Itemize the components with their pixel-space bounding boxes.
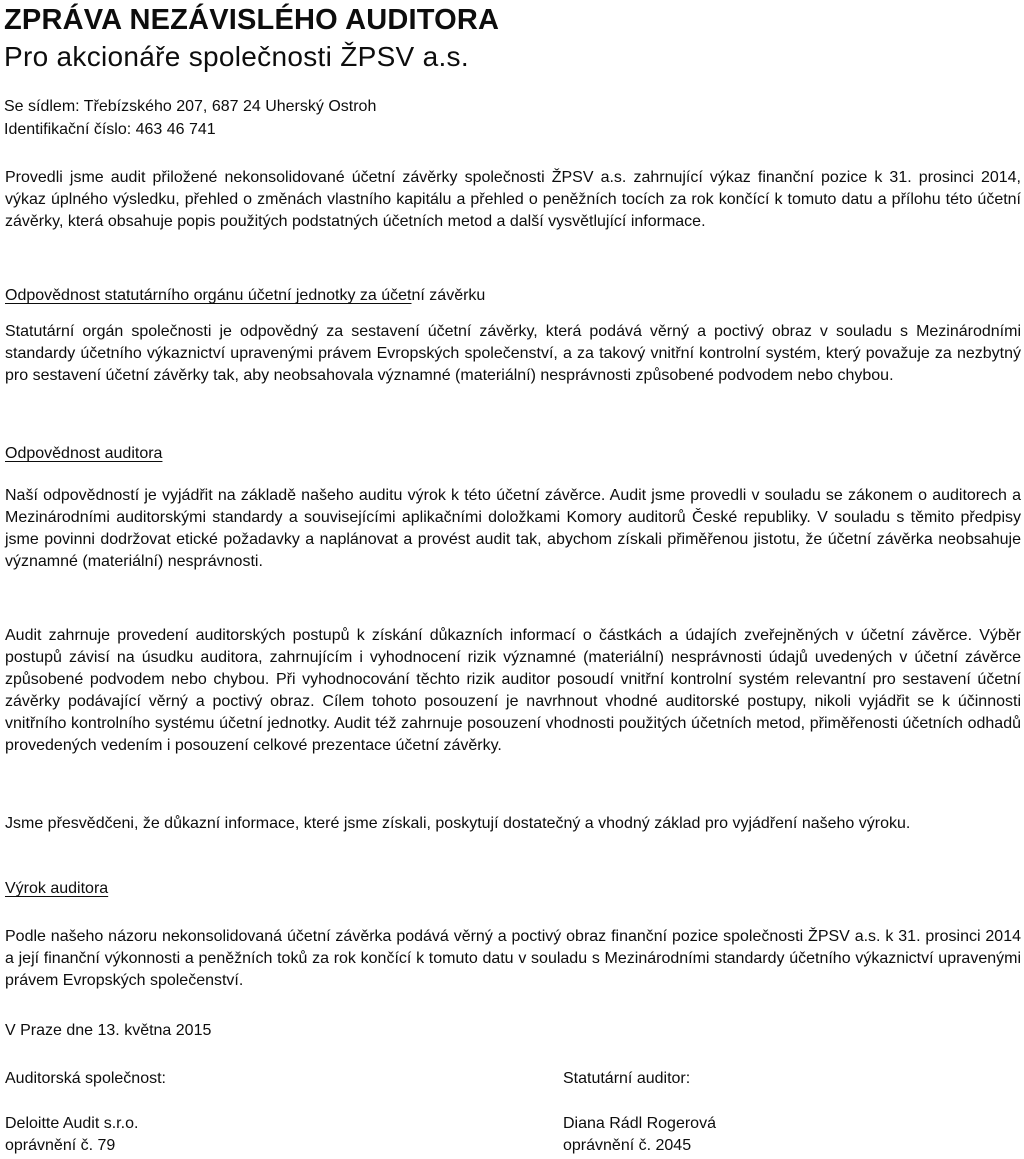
management-heading-underlined: Odpovědnost statutárního orgánu účetní jednotky za účet: [5, 287, 412, 304]
management-responsibility-heading: [5, 285, 485, 307]
opinion-heading-text: Výrok auditora: [5, 880, 109, 897]
auditor-opinion-heading: [5, 878, 108, 900]
statutory-auditor-label: Statutární auditor:: [563, 1070, 691, 1087]
audit-company-name: Deloitte Audit s.r.o.: [5, 1115, 139, 1132]
intro-paragraph: Provedli jsme audit přiložené nekonsolidované účetní závěrky společnosti ŽPSV a.s. zahrnující výkaz finanční pozice k 31. prosinci 2014, výkaz úplného výsledku, přehled o změnách vlastního kapitálu a přehled o peněžních tocích za rok končící k tomuto datu a přílohu této účetní závěrky, která obsahuje popis použitých podstatných účetních metod a další vysvětlující informace.: [5, 169, 1021, 230]
auditor-heading-text: Odpovědnost auditora: [5, 445, 163, 462]
company-address: Se sídlem: Třebízského 207, 687 24 Uherský Ostroh: [4, 98, 377, 115]
auditor-opinion-paragraph: Podle našeho názoru nekonsolidovaná účetní závěrka podává věrný a poctivý obraz finanční pozice společnosti ŽPSV a.s. k 31. prosinci 2014 a její finanční výkonnosti a peněžních toků za rok končící k tomuto datu v souladu s Mezinárodními standardy účetního výkaznictví upravenými právem Evropských společenství.: [5, 928, 1021, 989]
audit-company-license: oprávnění č. 79: [5, 1137, 116, 1154]
report-subtitle: Pro akcionáře společnosti ŽPSV a.s.: [4, 41, 469, 72]
statutory-auditor-name: Diana Rádl Rogerová: [563, 1115, 716, 1132]
auditor-responsibility-paragraph-1: Naší odpovědností je vyjádřit na základě našeho auditu výrok k této účetní závěrce. Audit jsme provedli v souladu se zákonem o auditorech a Mezinárodními auditorskými standardy a souvisejícími aplikačními doložkami Komory auditorů České republiky. V souladu s těmito předpisy jsme povinni dodržovat etické požadavky a naplánovat a provést audit tak, abychom získali přiměřenou jistotu, že účetní závěrka neobsahuje významné (materiální) nesprávnosti.: [5, 487, 1021, 570]
auditor-responsibility-heading: [5, 443, 162, 465]
statutory-auditor-license: oprávnění č. 2045: [563, 1137, 692, 1154]
audit-company-label: Auditorská společnost:: [5, 1070, 166, 1087]
place-date: V Praze dne 13. května 2015: [5, 1022, 212, 1039]
auditor-responsibility-paragraph-3: Jsme přesvědčeni, že důkazní informace, které jsme získali, poskytují dostatečný a vhodný základ pro vyjádření našeho výroku.: [5, 815, 911, 832]
management-responsibility-paragraph: Statutární orgán společnosti je odpovědný za sestavení účetní závěrky, která podává věrný a poctivý obraz v souladu s Mezinárodními standardy účetního výkaznictví upravenými právem Evropských společenství, a za takový vnitřní kontrolní systém, který považuje za nezbytný pro sestavení účetní závěrky tak, aby neobsahovala významné (materiální) nesprávnosti způsobené podvodem nebo chybou.: [5, 323, 1021, 384]
auditor-responsibility-paragraph-2: Audit zahrnuje provedení auditorských postupů k získání důkazních informací o částkách a údajích zveřejněných v účetní závěrce. Výběr postupů závisí na úsudku auditora, zahrnujícím i vyhodnocení rizik významné (materiální) nesprávnosti údajů uvedených v účetní závěrce způsobené podvodem nebo chybou. Při vyhodnocování těchto rizik auditor posoudí vnitřní kontrolní systém relevantní pro sestavení účetní závěrky podávající věrný a poctivý obraz. Cílem tohoto posouzení je navrhnout vhodné auditorské postupy, nikoli vyjádřit se k účinnosti vnitřního kontrolního systému účetní jednotky. Audit též zahrnuje posouzení vhodnosti použitých účetních metod, přiměřenosti účetních odhadů provedených vedením i posouzení celkové prezentace účetní závěrky.: [5, 627, 1021, 754]
company-id-number: Identifikační číslo: 463 46 741: [4, 121, 216, 138]
management-heading-rest: ní závěrku: [411, 287, 486, 304]
report-title: ZPRÁVA NEZÁVISLÉHO AUDITORA: [4, 4, 500, 36]
